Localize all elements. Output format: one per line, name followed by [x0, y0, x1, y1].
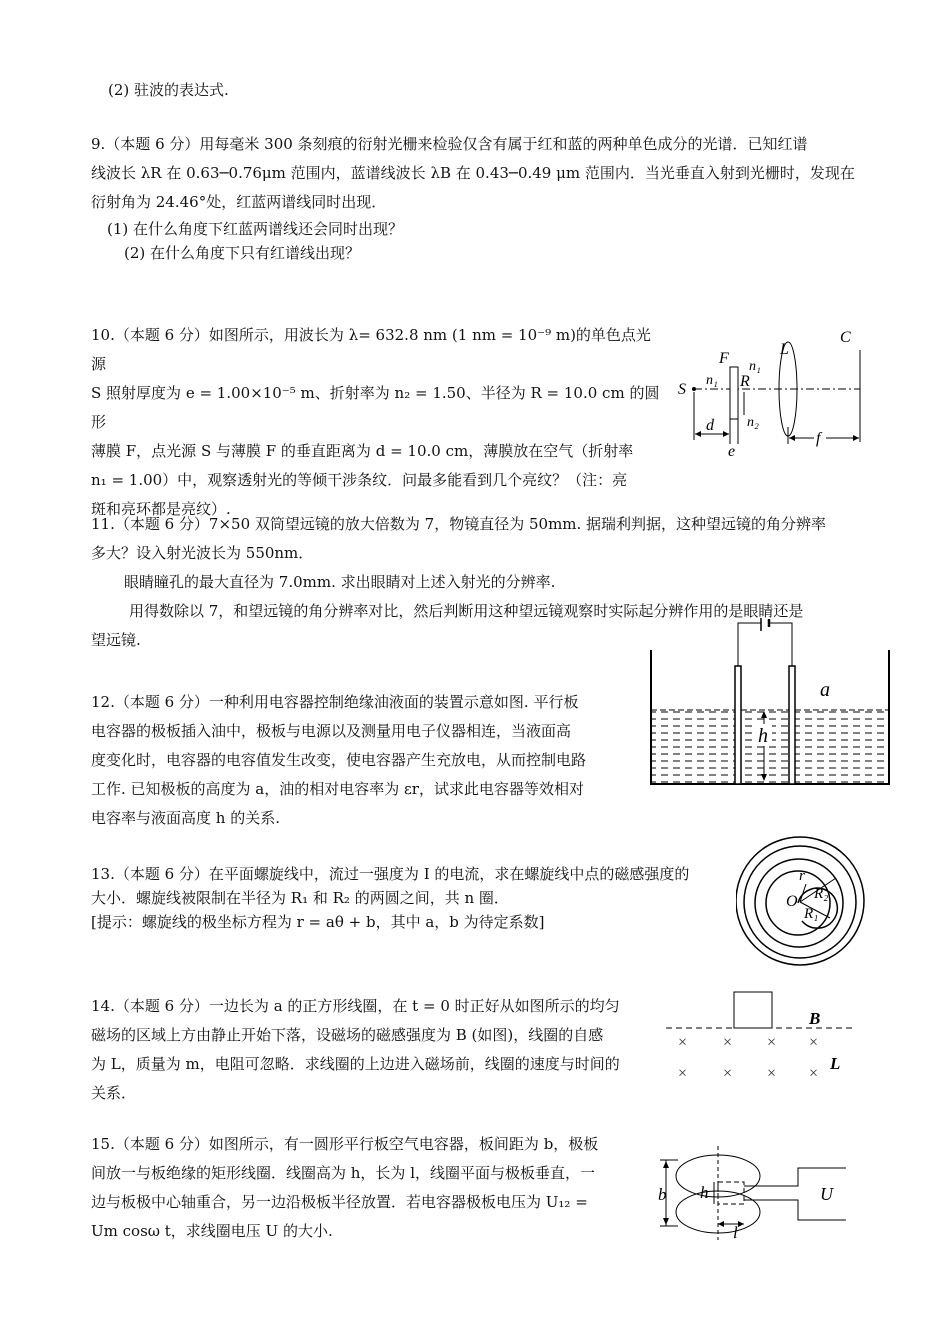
q12-line-4: 工作. 已知极板的高度为 a，油的相对电容率为 εr，试求此电容器等效相对 [91, 780, 584, 798]
label-C: C [840, 329, 851, 346]
field-crosses [678, 1034, 818, 1082]
film-F [730, 367, 738, 419]
q14-line-1: 14.（本题 6 分）一边长为 a 的正方形线圈，在 t = 0 时正好从如图所示的均匀 [91, 997, 620, 1015]
rect-coil [718, 1182, 744, 1204]
dim-b-arrow-bot [663, 1218, 669, 1225]
q11-line-1: 11.（本题 6 分）7×50 双筒望远镜的放大倍数为 7，物镜直径为 50mm. 据瑞利判据，这种望远镜的角分辨率 [91, 515, 827, 533]
q15-line-4: Um cosω t，求线圈电压 U 的大小. [91, 1222, 333, 1240]
q10-line-1: 10.（本题 6 分）如图所示，用波长为 λ= 632.8 nm (1 nm = 10⁻⁹ m)的单色点光源 [91, 326, 651, 373]
label-h: h [700, 1183, 709, 1202]
label-f: f [816, 430, 821, 447]
label-F: F [719, 350, 729, 367]
q14-line-4: 关系． [91, 1084, 137, 1102]
label-R: R [740, 373, 750, 390]
q13-line-1: 13.（本题 6 分）在平面螺旋线中，流过一强度为 I 的电流，求在螺旋线中点的磁感强度的 [91, 865, 690, 883]
q14-line-3: 为 L，质量为 m，电阻可忽略．求线圈的上边进入磁场前，线圈的速度与时间的 [91, 1055, 620, 1073]
q9-line-1: 9.（本题 6 分）用每毫米 300 条刻痕的衍射光栅来检验仅含有属于红和蓝的两种单色成分的光谱．已知红谱 [91, 135, 808, 153]
label-L-mark: L [830, 1054, 841, 1073]
q10-line-2: S 照射厚度为 e = 1.00×10⁻⁵ m、折射率为 n₂ = 1.50、半径为 R = 10.0 cm 的圆形 [91, 384, 660, 431]
plate-right [789, 666, 795, 784]
label-L: L [780, 341, 789, 358]
plate-left [735, 666, 741, 784]
dim-b-arrow-top [663, 1161, 669, 1168]
cross: × [723, 1034, 733, 1051]
q10-figure [670, 322, 870, 462]
q12-line-2: 电容器的极板插入油中，极板与电源以及测量用电子仪器相连，当液面高 [91, 722, 572, 740]
square-coil [734, 992, 772, 1028]
dim-f-arrow-l [789, 435, 795, 441]
q8-part2: (2) 驻波的表达式. [108, 81, 229, 99]
cross: × [678, 1034, 688, 1051]
q15-line-1: 15.（本题 6 分）如图所示，有一圆形平行板空气电容器，板间距为 b，极板 [91, 1135, 599, 1153]
point-source [692, 387, 696, 391]
cross: × [809, 1065, 819, 1082]
q15-line-2: 间放一与板绝缘的矩形线圈．线圈高为 h，长为 l，线圈平面与极板垂直，一 [91, 1164, 595, 1182]
q13-block [91, 862, 731, 934]
label-R1: R₁ [804, 906, 819, 922]
q13-figure [736, 836, 870, 970]
dim-l-arrow-l [718, 1221, 724, 1227]
dim-d-arrow-r [723, 431, 729, 437]
q12-line-3: 度变化时，电容器的电容值发生改变，使电容器产生充放电，从而控制电路 [91, 751, 587, 769]
dim-f-arrow-r [853, 435, 859, 441]
q14-block [91, 992, 661, 1108]
label-a: a [820, 679, 830, 701]
label-e: e [728, 443, 736, 460]
q14-line-2: 磁场的区域上方由静止开始下落，设磁场的磁感强度为 B (如图)，线圈的自感 [91, 1026, 604, 1044]
q13-line-2: 大小．螺旋线被限制在半径为 R₁ 和 R₂ 的两圆之间，共 n 圈． [91, 889, 509, 907]
q9-line-3: 衍射角为 24.46°处，红蓝两谱线同时出现． [91, 193, 387, 211]
q9-line-2: 线波长 λR 在 0.63─0.76μm 范围内，蓝谱线波长 λB 在 0.43─0.49 μm 范围内．当光垂直入射到光栅时，发现在 [91, 164, 855, 182]
q12-line-5: 电容率与液面高度 h 的关系. [91, 809, 280, 827]
q14-figure [664, 990, 864, 1090]
label-d: d [706, 417, 714, 434]
q11-line-2: 多大？设入射光波长为 550nm． [91, 544, 314, 562]
label-B-mark: B [809, 1009, 821, 1028]
q15-block [91, 1130, 646, 1246]
cross: × [767, 1034, 777, 1051]
oil-region [651, 710, 889, 784]
q9-sub-2: (2) 在什么角度下只有红谱线出现？ [124, 244, 361, 262]
q13-line-3: [提示：螺旋线的极坐标方程为 r = aθ + b，其中 a，b 为待定系数] [91, 913, 545, 931]
q8-block [108, 76, 229, 105]
q10-block [91, 321, 661, 524]
wire-right [769, 623, 792, 666]
q10-line-4: n₁ = 1.00）中，观察透射光的等倾干涉条纹．问最多能看到几个亮纹？（注：亮 [91, 471, 628, 489]
q11-para-2: 眼睛瞳孔的最大直径为 7.0mm. 求出眼睛对上述入射光的分辨率. [124, 573, 556, 591]
q12-block [91, 688, 646, 833]
cross: × [809, 1034, 819, 1051]
label-l: l [733, 1223, 738, 1242]
label-O: O [786, 893, 798, 910]
wire-left [738, 623, 761, 666]
label-b: b [658, 1185, 667, 1204]
label-r: r [799, 868, 805, 884]
cross: × [678, 1065, 688, 1082]
label-n1-right: n₁ [749, 359, 761, 374]
q11-para-3a: 用得数除以 7，和望远镜的角分辨率对比，然后判断用这种望远镜观察时实际起分辨作用的是眼睛还是 [129, 602, 804, 620]
q15-figure [656, 1120, 852, 1252]
q10-line-5: 斑和亮环都是亮纹）. [91, 500, 231, 518]
q11-para-3b: 望远镜. [91, 631, 141, 649]
dim-d-arrow-l [695, 431, 701, 437]
q9-block [91, 130, 881, 265]
label-S: S [678, 381, 686, 398]
cross: × [767, 1065, 777, 1082]
label-n2: n₂ [747, 415, 759, 430]
q12-line-1: 12.（本题 6 分）一种利用电容器控制绝缘油液面的装置示意如图. 平行板 [91, 693, 579, 711]
q12-figure [648, 618, 892, 788]
label-n1-left: n₁ [706, 373, 718, 388]
label-h: h [758, 725, 768, 747]
cross: × [723, 1065, 733, 1082]
dim-l-arrow-r [738, 1221, 744, 1227]
q15-line-3: 边与板极中心轴重合，另一边沿极板半径放置．若电容器极板电压为 U₁₂ = [91, 1193, 588, 1211]
q9-sub-1: (1) 在什么角度下红蓝两谱线还会同时出现？ [107, 220, 404, 238]
q10-line-3: 薄膜 F，点光源 S 与薄膜 F 的垂直距离为 d = 10.0 cm，薄膜放在空气（折射率 [91, 442, 634, 460]
label-R2: R₂ [814, 886, 829, 902]
label-U: U [820, 1184, 833, 1204]
